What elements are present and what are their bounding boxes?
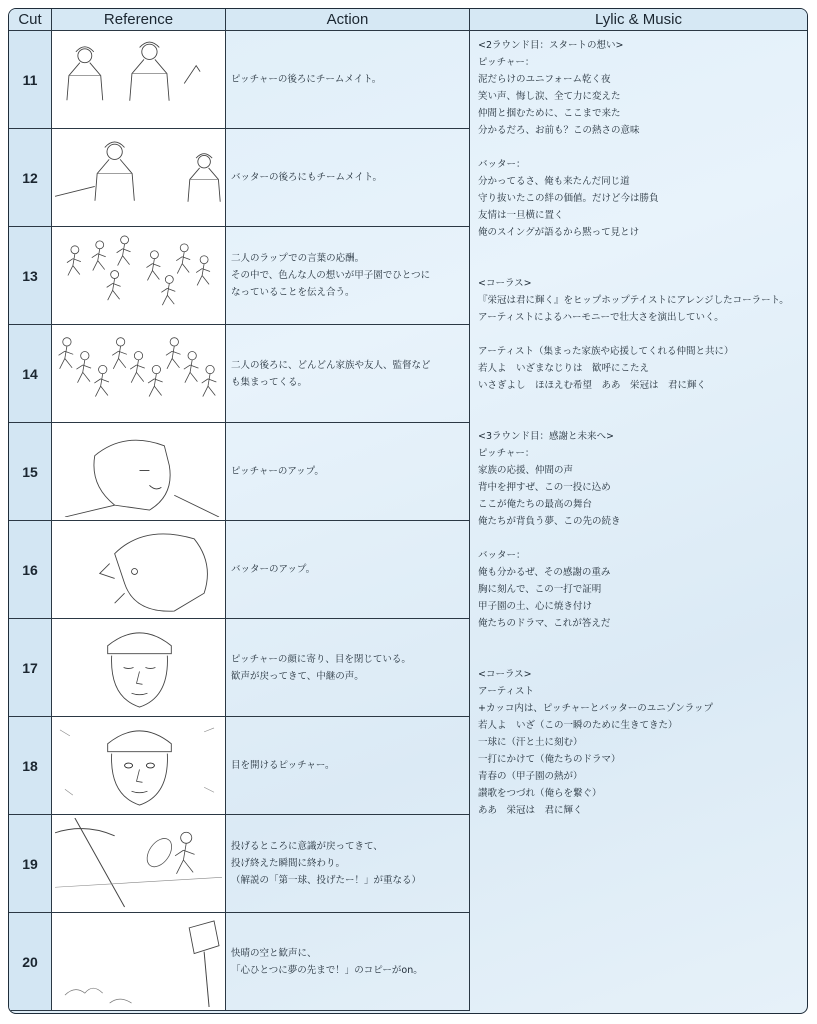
lyric-line: 青春の（甲子園の熱が）: [478, 771, 583, 782]
sky-stadium-lights-sketch: [55, 916, 222, 1007]
lyric-line: 一球に（汗と土に刻む）: [478, 737, 583, 748]
lyric-line: 笑い声、悔し涙、全て力に変えた: [478, 91, 621, 102]
lyric-line: バッター：: [478, 550, 526, 561]
lyric-line: <コーラス>: [478, 278, 532, 289]
lyric-line: 讃歌をつづれ（俺らを繋ぐ）: [478, 788, 602, 799]
lyric-line: アーティストによるハーモニーで壮大さを演出していく。: [478, 312, 724, 323]
lyric-blank-line: [478, 411, 799, 428]
cut-number: 13: [9, 227, 52, 325]
lyric-line: 若人よ いざまなじりは 歓呼にこたえ: [478, 363, 650, 374]
lyric-line: 甲子園の土、心に焼き付け: [478, 601, 593, 612]
action-text: 投げるところに意識が戻ってきて、 投げ終えた瞬間に終わり。 （解説の「第一球、投げたー！」が重なる）: [226, 815, 470, 913]
lyric-line: <3ラウンド目：感謝と未来へ>: [478, 431, 614, 442]
lyric-line: 分かるだろ、お前も？この熱さの意味: [478, 125, 640, 136]
reference-image: [52, 423, 226, 521]
cut-number: 20: [9, 913, 52, 1011]
lyric-blank-line: [478, 139, 799, 156]
pitcher-with-teammates-sketch: [55, 34, 222, 125]
lyric-line: 胸に刻んで、この一打で証明: [478, 584, 602, 595]
cut-number: 19: [9, 815, 52, 913]
lyric-blank-line: [478, 530, 799, 547]
cut-number: 12: [9, 129, 52, 227]
lyric-line: 仲間と掴むために、ここまで来た: [478, 108, 621, 119]
pitcher-closeup-sketch: [55, 426, 222, 517]
action-text: 快晴の空と歓声に、 「心ひとつに夢の先まで！」のコピーがon。: [226, 913, 470, 1011]
lyric-line: 一打にかけて（俺たちのドラマ）: [478, 754, 621, 765]
lyric-line: 俺たちのドラマ、これが答えだ: [478, 618, 611, 629]
lyric-line: 俺も分かるぜ、その感謝の重み: [478, 567, 611, 578]
reference-image: [52, 815, 226, 913]
header-reference: Reference: [52, 9, 226, 31]
lyric-line: 俺のスイングが語るから黙って見とけ: [478, 227, 640, 238]
lyric-line: ピッチャー：: [478, 57, 535, 68]
lyric-line: ああ 栄冠は 君に輝く: [478, 805, 583, 816]
reference-image: [52, 31, 226, 129]
players-running-sketch: [55, 230, 222, 321]
action-text: バッターの後ろにもチームメイト。: [226, 129, 470, 227]
lyric-line: +カッコ内は、ピッチャーとバッターのユニゾンラップ: [478, 703, 714, 714]
cut-number: 15: [9, 423, 52, 521]
batter-closeup-sketch: [55, 524, 222, 615]
lyric-line: いさぎよし ほほえむ希望 ああ 栄冠は 君に輝く: [478, 380, 707, 391]
header-cut: Cut: [9, 9, 52, 31]
action-text: 目を開けるピッチャー。: [226, 717, 470, 815]
lyric-line: 守り抜いたこの絆の価値。だけど今は勝負: [478, 193, 659, 204]
lyric-blank-line: [478, 326, 799, 343]
lyric-blank-line: [478, 241, 799, 258]
crowd-gathering-sketch: [55, 328, 222, 419]
lyric-line: 友情は一旦横に置く: [478, 210, 564, 221]
lyric-blank-line: [478, 394, 799, 411]
action-text: ピッチャーの顔に寄り、目を閉じている。 歓声が戻ってきて、中継の声。: [226, 619, 470, 717]
lyric-line: ここが俺たちの最高の舞台: [478, 499, 593, 510]
lyric-blank-line: [478, 649, 799, 666]
cut-number: 17: [9, 619, 52, 717]
action-text: バッターのアップ。: [226, 521, 470, 619]
reference-image: [52, 717, 226, 815]
lyric-line: ピッチャー：: [478, 448, 535, 459]
lyric-line: 泥だらけのユニフォーム乾く夜: [478, 74, 611, 85]
action-text: ピッチャーのアップ。: [226, 423, 470, 521]
header-action: Action: [226, 9, 470, 31]
cut-number: 16: [9, 521, 52, 619]
lyric-line: バッター：: [478, 159, 526, 170]
storyboard-table: [9, 9, 807, 1013]
reference-image: [52, 325, 226, 423]
reference-image: [52, 129, 226, 227]
header-lyric: Lylic & Music: [470, 9, 807, 31]
pitch-moment-sketch: [55, 818, 222, 909]
reference-image: [52, 521, 226, 619]
lyric-line: 背中を押すぜ、この一投に込め: [478, 482, 611, 493]
cut-number: 11: [9, 31, 52, 129]
reference-image: [52, 913, 226, 1011]
lyric-line: 『栄冠は君に輝く』をヒップホップテイストにアレンジしたコーラート。: [478, 295, 789, 306]
lyric-line: 若人よ いざ（この一瞬のために生きてきた）: [478, 720, 678, 731]
lyric-blank-line: [478, 258, 799, 275]
pitcher-eyes-closed-sketch: [55, 622, 222, 713]
reference-image: [52, 227, 226, 325]
cut-number: 18: [9, 717, 52, 815]
cut-number: 14: [9, 325, 52, 423]
storyboard-sheet: [8, 8, 808, 1014]
lyric-line: 家族の応援、仲間の声: [478, 465, 574, 476]
pitcher-eyes-open-sketch: [55, 720, 222, 811]
batter-with-teammates-sketch: [55, 132, 222, 223]
reference-image: [52, 619, 226, 717]
action-text: ピッチャーの後ろにチームメイト。: [226, 31, 470, 129]
lyrics-column: [470, 31, 807, 1011]
lyric-line: <コーラス>: [478, 669, 532, 680]
lyric-line: アーティスト（集まった家族や応援してくれる仲間と共に）: [478, 346, 734, 357]
lyric-line: <2ラウンド目：スタートの想い>: [478, 40, 624, 51]
action-text: 二人のラップでの言葉の応酬。 その中で、色んな人の想いが甲子園でひとつに なっていることを伝え合う。: [226, 227, 470, 325]
lyric-blank-line: [478, 632, 799, 649]
lyric-line: 俺たちが背負う夢、この先の続き: [478, 516, 621, 527]
lyric-line: 分かってるさ、俺も来たんだ同じ道: [478, 176, 630, 187]
lyric-line: アーティスト: [478, 686, 534, 697]
action-text: 二人の後ろに、どんどん家族や友人、監督など も集まってくる。: [226, 325, 470, 423]
